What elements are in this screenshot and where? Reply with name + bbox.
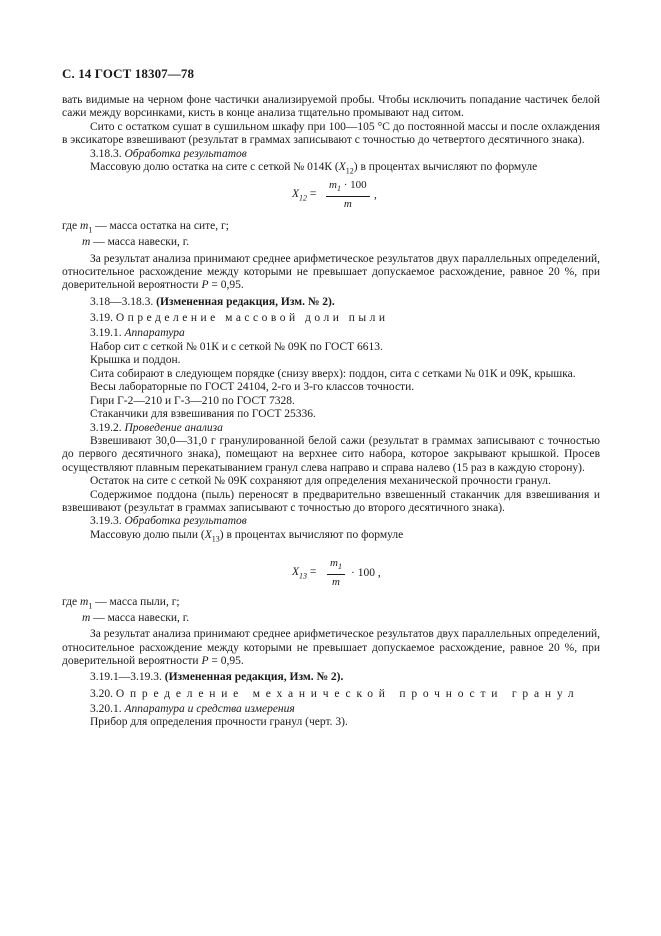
amendment-note: 3.18—3.18.3. (Измененная редакция, Изм. № 2). <box>90 295 335 308</box>
list-item: Крышка и поддон. <box>90 354 181 367</box>
page-header: С. 14 ГОСТ 18307—78 <box>62 66 195 81</box>
list-item: Гири Г-2—210 и Г-3—210 по ГОСТ 7328. <box>90 394 295 407</box>
list-item: Набор сит с сеткой № 01К и с сеткой № 09К по ГОСТ 6613. <box>90 340 383 353</box>
definition-line: m — масса навески, г. <box>82 236 190 249</box>
paragraph: Содержимое поддона (пыль) переносят в предварительно взвешенный стаканчик для взвешивания и взвешивают (результат в граммах записывают с точностью до второго десятичного знака). <box>62 488 600 514</box>
paragraph: За результат анализа принимают среднее арифметическое результатов двух параллельных определений, относительное расхождение между которыми не превышает допускаемое расхождение, равное 20 %, при доверительной вероятности P = 0,95. <box>62 628 600 667</box>
definition-line: где $m_1$ — масса остатка на сите, г; <box>62 219 229 235</box>
paragraph: Массовую долю пыли $(X_{13})$ в процентах вычисляют по формуле <box>90 528 404 544</box>
paragraph: За результат анализа принимают среднее арифметическое результатов двух параллельных определений, относительное расхождение между которыми не превышает допускаемое расхождение, равное 20 %, при доверительной вероятности P = 0,95. <box>62 252 600 292</box>
section-title: 3.20. Определение механической прочности гранул <box>90 687 580 700</box>
subsection-title: Обработка результатов <box>124 147 247 160</box>
paragraph: Массовую долю остатка на сите с сеткой № 014К $(X_{12})$ в процентах вычисляют по формуле <box>90 161 538 176</box>
amendment-note: 3.19.1—3.19.3. (Измененная редакция, Изм. № 2). <box>90 671 344 684</box>
subsection-heading <box>62 148 600 161</box>
subsection-heading: 3.19.2. Проведение анализа <box>90 421 223 434</box>
formula-fraction: $\frac{m_1 \cdot 100}{m}$ <box>326 178 370 211</box>
paragraph: Взвешивают 30,0—31,0 г гранулированной белой сажи (результат в граммах записывают с точностью до первого десятичного знака), помещают на верхнее сито набора, которое закрывают крышкой. Просев осуществляют плавным перекатыванием гранул слева направо и справа налево (15 раз в каждую сторону). <box>62 435 600 474</box>
paragraph: Остаток на сите с сеткой № 09К сохраняют для определения механической прочности гранул. <box>90 475 551 488</box>
subsection-heading: 3.19.1. Аппаратура <box>90 327 185 340</box>
list-item: Прибор для определения прочности гранул (черт. 3). <box>90 716 348 729</box>
formula-x12: $X_{12}$ = $\frac{m_1 \cdot 100}{m}$ , <box>292 178 377 211</box>
subsection-heading: 3.20.1. Аппаратура и средства измерения <box>90 702 295 715</box>
formula-x13: $X_{13}$ = $\frac{m_1}{m}$ · 100 , <box>292 556 381 588</box>
subsection-number: 3.18.3. <box>90 147 122 160</box>
subsection-heading: 3.19.3. Обработка результатов <box>90 515 247 528</box>
list-item: Весы лабораторные по ГОСТ 24104, 2-го и 3-го классов точности. <box>90 381 415 394</box>
document-body <box>62 94 600 730</box>
paragraph: Сито с остатком сушат в сушильном шкафу при 100—105 °С до постоянной массы и после охлаждения в эксикаторе взвешивают (результат в граммах записывают с точностью до четвертого десятичного знака). <box>62 120 600 147</box>
definition-line: m — масса навески, г. <box>82 612 190 625</box>
formula-fraction: $\frac{m_1}{m}$ <box>327 556 345 589</box>
definition-line: где $m_1$ — масса пыли, г; <box>62 595 180 610</box>
list-item: Сита собирают в следующем порядке (снизу вверх): поддон, сита с сетками № 01К и 09К, крышка. <box>90 367 576 380</box>
section-title: 3.19. Определение массовой доли пыли <box>90 311 389 324</box>
paragraph: вать видимые на черном фоне частички анализируемой пробы. Чтобы исключить попадание частичек белой сажи между ворсинками, кисть в конце анализа тщательно промывают над ситом. <box>62 94 600 120</box>
list-item: Стаканчики для взвешивания по ГОСТ 25336. <box>90 408 316 421</box>
